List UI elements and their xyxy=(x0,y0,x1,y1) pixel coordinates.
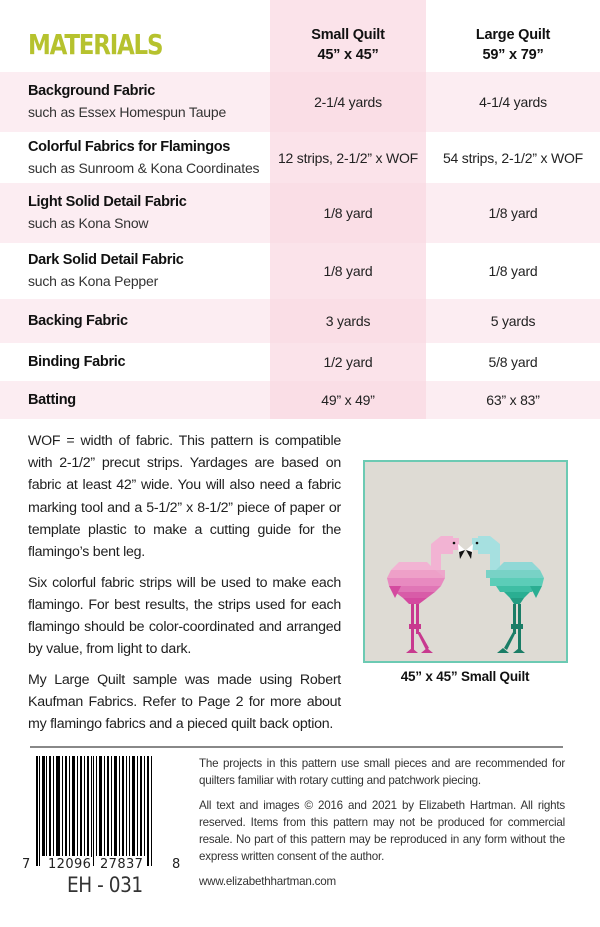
flamingo-quilt-illustration xyxy=(365,462,566,661)
small-quilt-amount: 12 strips, 2-1/2” x WOF xyxy=(277,149,419,166)
large-quilt-amount: 5 yards xyxy=(490,313,536,329)
large-quilt-amount: 1/8 yard xyxy=(488,205,538,221)
material-label xyxy=(0,81,270,123)
barcode-icon xyxy=(36,756,156,866)
barcode-lead-digit: 7 xyxy=(22,857,31,872)
material-name: Light Solid Detail Fabric xyxy=(28,194,187,210)
small-quilt-amount: 2-1/4 yards xyxy=(314,94,382,110)
table-row xyxy=(0,183,600,243)
table-row xyxy=(0,381,600,419)
material-example: such as Sunroom & Kona Coordinates xyxy=(28,159,260,176)
notes-paragraph-fabrics: My Large Quilt sample was made using Robert Kaufman Fabrics. Refer to Page 2 for more about my flamingo fabrics and a pieced quilt back option. xyxy=(28,672,341,733)
large-quilt-amount: 1/8 yard xyxy=(488,263,538,279)
material-name: Backing Fabric xyxy=(28,312,128,329)
barcode-left-digits: 12096 xyxy=(48,857,92,872)
table-row xyxy=(0,299,600,343)
material-label xyxy=(0,390,270,411)
materials-table xyxy=(0,0,600,419)
material-name: Colorful Fabrics for Flamingos xyxy=(28,138,231,155)
notes-paragraph-wof: WOF = width of fabric. This pattern is compatible with 2-1/2” precut strips. Yardages are based on fabric at least 42” wide. You will also need a fabric marking tool and a 5-1/2” x 8-1/2” piece of paper or template plastic to make a cutting guide for the flamingo’s bent leg. xyxy=(28,433,341,561)
material-label xyxy=(0,250,270,292)
material-label xyxy=(0,192,270,234)
footer-copyright: All text and images © 2016 and 2021 by Elizabeth Hartman. All rights reserved. Items from this pattern may not be produced for commercial resale. No part of this pattern may be reproduced in any form without the express written consent of the author. xyxy=(199,798,565,864)
small-quilt-amount: 1/2 yard xyxy=(323,354,373,370)
footer-legal xyxy=(199,755,565,897)
pattern-notes xyxy=(28,430,341,744)
small-quilt-amount: 3 yards xyxy=(325,313,371,329)
table-row xyxy=(0,72,600,132)
table-row xyxy=(0,343,600,381)
large-quilt-amount: 54 strips, 2-1/2” x WOF xyxy=(442,149,584,166)
teal-flamingo-icon xyxy=(466,536,544,653)
materials-title: MATERIALS xyxy=(28,28,163,61)
large-quilt-amount: 4-1/4 yards xyxy=(479,94,547,110)
table-row xyxy=(0,132,600,183)
quilt-image-caption: 45” x 45” Small Quilt xyxy=(400,669,530,684)
notes-paragraph-strips: Six colorful fabric strips will be used to make each flamingo. For best results, the strips used for each flamingo should be color-coordinated and arranged by value, from light to dark. xyxy=(28,574,341,658)
barcode-right-digits: 27837 xyxy=(100,857,144,872)
barcode-check-digit: 8 xyxy=(172,857,181,872)
material-example: such as Essex Homespun Taupe xyxy=(28,104,227,120)
small-quilt-amount: 1/8 yard xyxy=(323,263,373,279)
material-example: such as Kona Snow xyxy=(28,215,149,231)
large-quilt-amount: 5/8 yard xyxy=(488,354,538,370)
website-link[interactable]: www.elizabethhartman.com xyxy=(199,874,336,888)
pink-flamingo-icon xyxy=(387,536,465,653)
material-name: Dark Solid Detail Fabric xyxy=(28,252,184,268)
quilt-image xyxy=(363,460,568,663)
material-name: Batting xyxy=(28,391,76,408)
small-quilt-amount: 49” x 49” xyxy=(321,392,375,408)
large-quilt-amount: 63” x 83” xyxy=(486,392,540,408)
pattern-sku: EH - 031 xyxy=(67,873,143,897)
footer-skill-note: The projects in this pattern use small pieces and are recommended for quilters familiar with rotary cutting and patchwork piecing. xyxy=(199,757,565,788)
table-header-row xyxy=(0,0,600,72)
material-example: such as Kona Pepper xyxy=(28,273,159,289)
column-header-large-quilt: Large Quilt 59” x 79” xyxy=(475,27,551,63)
table-row xyxy=(0,243,600,299)
material-name: Binding Fabric xyxy=(28,353,126,370)
material-label xyxy=(0,311,270,332)
material-label xyxy=(0,137,270,179)
footer-divider xyxy=(30,746,563,748)
material-label xyxy=(0,352,270,373)
column-header-small-quilt: Small Quilt 45” x 45” xyxy=(311,27,385,63)
material-name: Background Fabric xyxy=(28,83,156,99)
small-quilt-amount: 1/8 yard xyxy=(323,205,373,221)
